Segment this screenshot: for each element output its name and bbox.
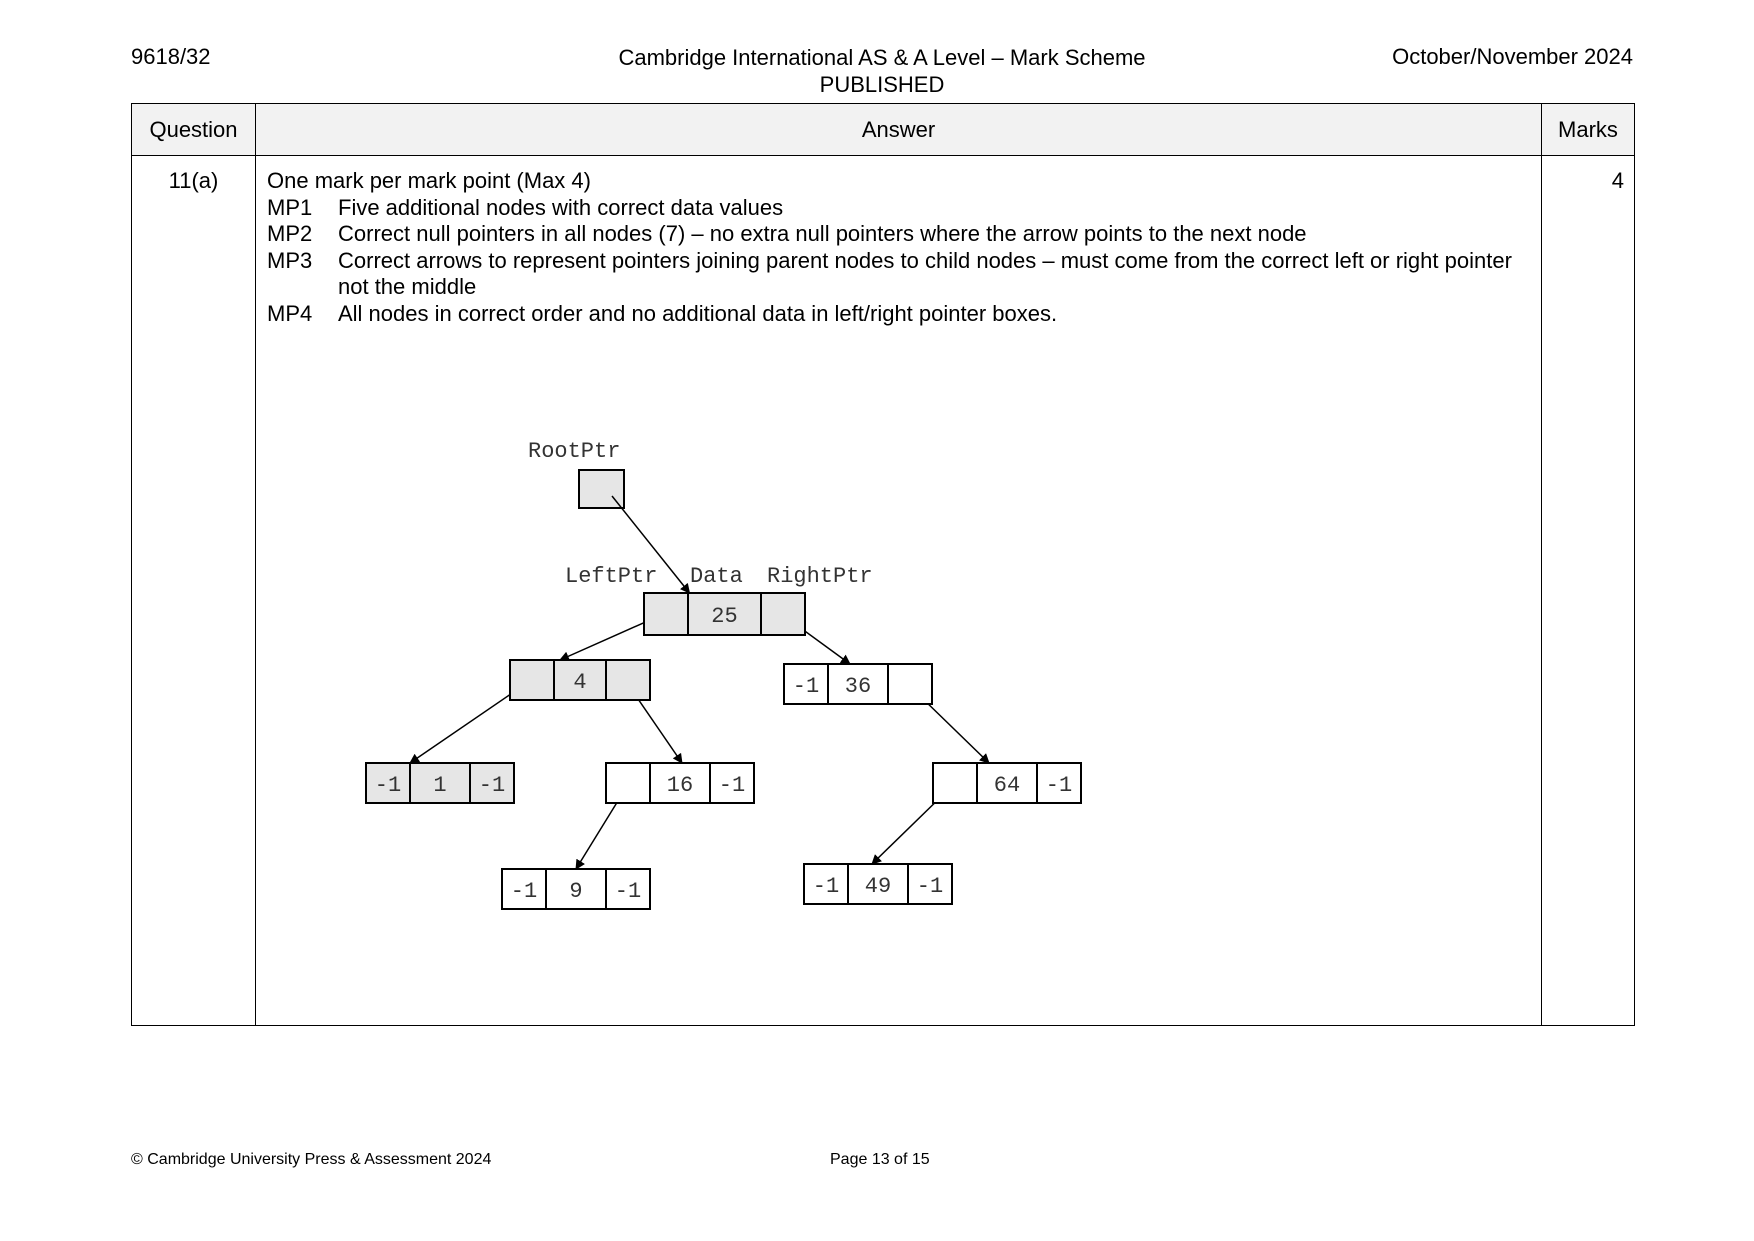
tree-node-1 bbox=[366, 763, 514, 803]
table-header-row bbox=[132, 104, 1635, 156]
node-data-value: 9 bbox=[569, 879, 583, 904]
question-column-header: Question bbox=[132, 104, 256, 156]
node-left-cell bbox=[606, 763, 650, 803]
tree-nodes bbox=[366, 593, 1081, 909]
marks-value: 4 bbox=[1542, 156, 1635, 1026]
node-left-value: -1 bbox=[792, 674, 820, 699]
node-left-cell bbox=[510, 660, 554, 700]
right-pointer-field-label: RightPtr bbox=[767, 564, 873, 589]
node-data-value: 36 bbox=[844, 674, 872, 699]
node-right-value: -1 bbox=[478, 773, 506, 798]
node-data-value: 16 bbox=[666, 773, 694, 798]
node-right-value: -1 bbox=[916, 874, 944, 899]
node-data-value: 49 bbox=[864, 874, 892, 899]
node-right-cell bbox=[888, 664, 932, 704]
mark-point-text: Five additional nodes with correct data values bbox=[338, 194, 784, 220]
tree-node-9 bbox=[502, 869, 650, 909]
tree-node-64 bbox=[933, 763, 1081, 803]
answer-cell bbox=[256, 156, 1542, 1026]
marks-column-header: Marks bbox=[1542, 104, 1635, 156]
document-status: PUBLISHED bbox=[819, 72, 945, 97]
mark-scheme-intro: One mark per mark point (Max 4) bbox=[267, 168, 591, 193]
left-pointer-field-label: LeftPtr bbox=[565, 564, 658, 589]
tree-node-4 bbox=[510, 660, 650, 700]
node-left-value: -1 bbox=[510, 879, 538, 904]
node-right-cell bbox=[761, 593, 805, 635]
node-left-value: -1 bbox=[374, 773, 402, 798]
question-number: 11(a) bbox=[132, 156, 256, 1026]
table-row bbox=[132, 156, 1635, 1026]
mark-point-key: MP1 bbox=[267, 194, 313, 220]
node-left-value: -1 bbox=[812, 874, 840, 899]
mark-scheme-table bbox=[131, 103, 1635, 1026]
node-data-value: 4 bbox=[573, 670, 587, 695]
node-right-value: -1 bbox=[1045, 773, 1073, 798]
node-left-cell bbox=[644, 593, 688, 635]
binary-tree-diagram bbox=[256, 156, 1526, 1025]
paper-code: 9618/32 bbox=[131, 44, 211, 69]
node-right-value: -1 bbox=[614, 879, 642, 904]
document-title: Cambridge International AS & A Level – Mark Scheme bbox=[618, 45, 1146, 70]
tree-node-36 bbox=[784, 664, 932, 704]
page-number: Page 13 of 15 bbox=[830, 1151, 930, 1168]
mark-point-text: Correct null pointers in all nodes (7) – no extra null pointers where the arrow points to the next node bbox=[338, 221, 1307, 246]
tree-node-25 bbox=[644, 593, 805, 635]
mark-point-key: MP3 bbox=[267, 247, 313, 273]
node-left-cell bbox=[933, 763, 977, 803]
copyright-notice: © Cambridge University Press & Assessment 2024 bbox=[131, 1151, 492, 1168]
exam-session: October/November 2024 bbox=[1392, 44, 1633, 69]
node-right-value: -1 bbox=[718, 773, 746, 798]
node-right-cell bbox=[606, 660, 650, 700]
mark-point-text: All nodes in correct order and no additional data in left/right pointer boxes. bbox=[338, 300, 1058, 326]
node-data-value: 64 bbox=[993, 773, 1021, 798]
node-data-value: 1 bbox=[433, 773, 447, 798]
node-data-value: 25 bbox=[711, 604, 738, 629]
root-pointer-label: RootPtr bbox=[528, 439, 621, 464]
mark-point-key: MP2 bbox=[267, 221, 313, 246]
mark-point-text: Correct arrows to represent pointers joining parent nodes to child nodes – must come from the correct left or right pointer not the middle bbox=[338, 247, 1512, 299]
tree-node-16 bbox=[606, 763, 754, 803]
data-field-label: Data bbox=[690, 564, 743, 589]
answer-column-header: Answer bbox=[256, 104, 1542, 156]
mark-point-key: MP4 bbox=[267, 300, 313, 326]
tree-node-49 bbox=[804, 864, 952, 904]
